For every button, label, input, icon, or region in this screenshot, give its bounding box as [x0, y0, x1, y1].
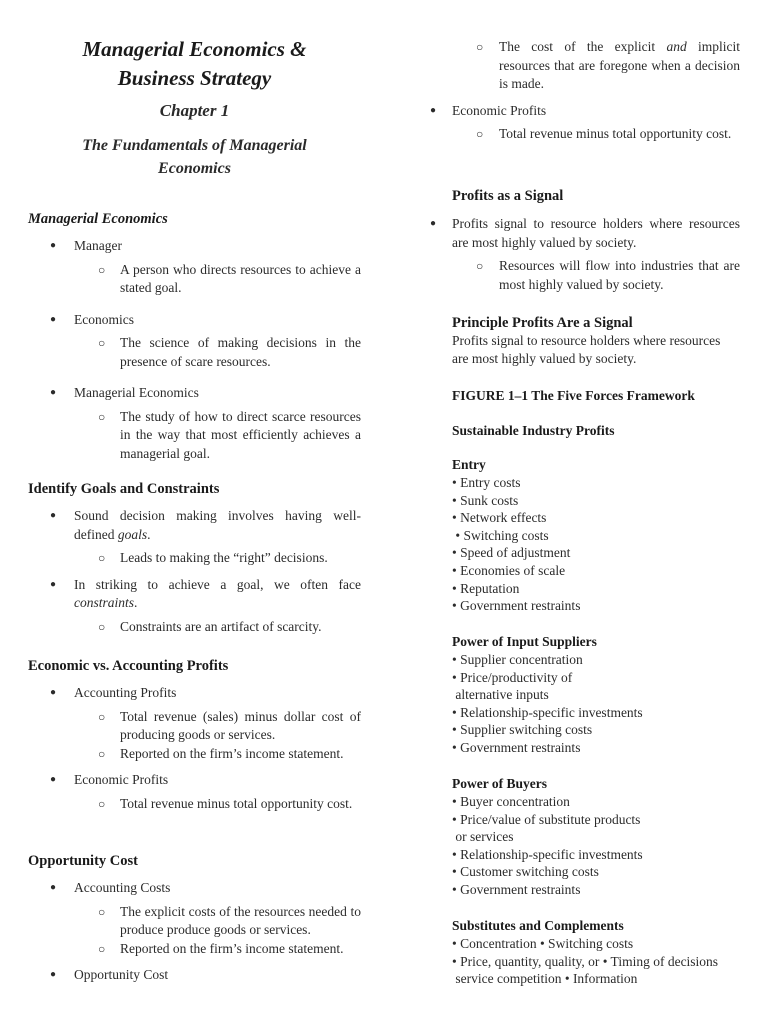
force-item: • Price, quantity, quality, or • Timing of decisions [452, 953, 719, 969]
sub-list-item: ○ The science of making decisions in the presence of scare resources. [28, 334, 361, 371]
opportunity-cost-continued [452, 38, 740, 144]
force-item: • Sunk costs [452, 492, 519, 508]
section-heading-goals-constraints: Identify Goals and Constraints [28, 481, 220, 497]
sub-list-item: ○ Reported on the firm’s income statement. [28, 745, 361, 764]
force-item: • Supplier switching costs [452, 722, 593, 738]
force-heading: Entry [452, 457, 486, 472]
sub-list-item: ○ Total revenue minus total opportunity cost. [28, 795, 361, 814]
document-title [28, 35, 361, 93]
list-item: ● Opportunity Cost [28, 966, 361, 985]
sub-list-item: ○ A person who directs resources to achieve a stated goal. [28, 261, 361, 298]
force-substitutes-complements [452, 917, 740, 988]
list-item: ● Manager [28, 237, 361, 256]
list-item: ● In striking to achieve a goal, we often face constraints. [28, 576, 361, 613]
force-item: • Speed of adjustment [452, 545, 571, 561]
force-item: • Supplier concentration [452, 652, 583, 667]
force-heading: Power of Input Suppliers [452, 634, 597, 649]
sub-list-item: ○ Constraints are an artifact of scarcity. [28, 618, 361, 637]
force-item: • Concentration • Switching costs [452, 936, 634, 951]
section-opportunity-cost [28, 879, 361, 985]
section-profits-signal [452, 215, 740, 294]
sub-list-item: ○ Total revenue minus total opportunity cost. [452, 125, 740, 144]
title-line-2: Business Strategy [117, 66, 272, 90]
sub-list-item: ○ The study of how to direct scarce resources in the way that most efficiently achieves a managerial goal. [28, 408, 361, 464]
force-item: • Government restraints [452, 598, 581, 614]
sub-list-item: ○ Leads to making the “right” decisions. [28, 549, 361, 568]
force-item: or services [452, 829, 514, 845]
list-item: ● Profits signal to resource holders where resources are most highly valued by society. [452, 215, 740, 252]
title-line-1: Managerial Economics & [82, 37, 307, 61]
list-item: ● Economics [28, 311, 361, 330]
section-managerial-economics [28, 237, 361, 463]
figure-caption: FIGURE 1–1 The Five Forces Framework [452, 388, 695, 403]
sub-list-item: ○ Total revenue (sales) minus dollar cost of producing goods or services. [28, 708, 361, 745]
force-item: • Economies of scale [452, 562, 566, 578]
sub-list-item: ○ The explicit costs of the resources needed to produce produce goods or services. [28, 903, 361, 940]
chapter-label: Chapter 1 [159, 101, 230, 120]
sub-list-item: ○ Reported on the firm’s income statement. [28, 940, 361, 959]
list-item: ● Economic Profits [452, 102, 740, 121]
section-heading-managerial-economics: Managerial Economics [28, 211, 168, 227]
force-item: • Reputation [452, 580, 520, 596]
subtitle-line-2: Economics [158, 160, 231, 177]
sub-list-item: ○ Resources will flow into industries that are most highly valued by society. [452, 257, 740, 294]
force-item: • Network effects [452, 510, 547, 526]
list-item: ● Managerial Economics [28, 384, 361, 403]
section-heading-profits: Economic vs. Accounting Profits [28, 658, 229, 674]
section-profits [28, 684, 361, 813]
force-item: service competition • Information [452, 971, 638, 987]
list-item: ● Accounting Profits [28, 684, 361, 703]
force-heading: Substitutes and Complements [452, 918, 624, 933]
force-input-suppliers [452, 633, 740, 757]
section-heading-opportunity-cost: Opportunity Cost [28, 853, 138, 869]
force-item: • Government restraints [452, 881, 581, 897]
section-heading-profits-signal: Profits as a Signal [452, 188, 564, 204]
list-item: ● Economic Profits [28, 771, 361, 790]
force-item: • Price/value of substitute products [452, 811, 641, 827]
list-item: ● Sound decision making involves having well-defined goals. [28, 507, 361, 544]
figure-center-label: Sustainable Industry Profits [452, 423, 615, 438]
force-item: • Government restraints [452, 739, 581, 755]
force-buyers [452, 775, 740, 899]
force-entry [452, 456, 740, 615]
force-heading: Power of Buyers [452, 776, 547, 791]
subtitle-line-1: The Fundamentals of Managerial [82, 137, 307, 154]
list-item: ● Accounting Costs [28, 879, 361, 898]
force-item: alternative inputs [452, 687, 549, 703]
force-item: • Entry costs [452, 475, 521, 490]
force-item: • Price/productivity of [452, 669, 573, 685]
principle-text: Profits signal to resource holders where resources are most highly valued by society. [452, 333, 721, 366]
sub-list-item: ○ The cost of the explicit and implicit resources that are foregone when a decision is made. [452, 38, 740, 94]
section-heading-principle: Principle Profits Are a Signal [452, 315, 633, 331]
force-item: • Switching costs [452, 527, 549, 543]
section-goals-constraints [28, 507, 361, 636]
force-item: • Relationship-specific investments [452, 704, 643, 720]
chapter-subtitle [28, 134, 361, 180]
force-item: • Buyer concentration [452, 794, 570, 809]
force-item: • Relationship-specific investments [452, 846, 643, 862]
force-item: • Customer switching costs [452, 864, 599, 880]
